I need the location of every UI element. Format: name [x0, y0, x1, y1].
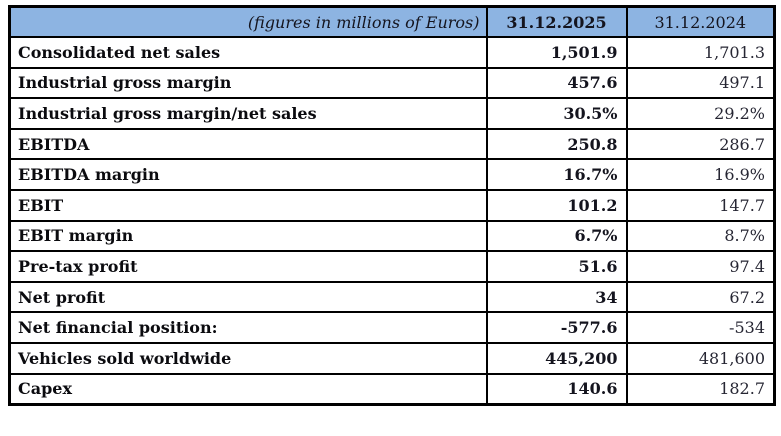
value-2024: 97.4: [627, 251, 775, 282]
value-2024: 182.7: [627, 374, 775, 405]
value-2024: 481,600: [627, 343, 775, 374]
row-label: EBITDA margin: [10, 159, 487, 190]
table-row: [10, 98, 775, 129]
table-row: [10, 68, 775, 99]
row-label: Net financial position:: [10, 312, 487, 343]
value-2025: 457.6: [487, 68, 627, 99]
value-2025: 101.2: [487, 190, 627, 221]
value-2024: 67.2: [627, 282, 775, 313]
value-2025: 30.5%: [487, 98, 627, 129]
table-row: [10, 312, 775, 343]
value-2025: 16.7%: [487, 159, 627, 190]
value-2025: 34: [487, 282, 627, 313]
value-2024: 29.2%: [627, 98, 775, 129]
table-body: [10, 37, 775, 404]
value-2024: 286.7: [627, 129, 775, 160]
row-label: EBIT: [10, 190, 487, 221]
table-row: [10, 343, 775, 374]
row-label: Industrial gross margin: [10, 68, 487, 99]
row-label: Consolidated net sales: [10, 37, 487, 68]
row-label: Net profit: [10, 282, 487, 313]
table-row: [10, 37, 775, 68]
value-2024: -534: [627, 312, 775, 343]
value-2024: 497.1: [627, 68, 775, 99]
value-2025: 445,200: [487, 343, 627, 374]
row-label: Capex: [10, 374, 487, 405]
row-label: EBIT margin: [10, 221, 487, 252]
value-2025: 1,501.9: [487, 37, 627, 68]
table-row: [10, 374, 775, 405]
value-2024: 16.9%: [627, 159, 775, 190]
value-2024: 147.7: [627, 190, 775, 221]
table-row: [10, 129, 775, 160]
table-row: [10, 251, 775, 282]
value-2024: 1,701.3: [627, 37, 775, 68]
value-2025: -577.6: [487, 312, 627, 343]
value-2025: 51.6: [487, 251, 627, 282]
row-label: Vehicles sold worldwide: [10, 343, 487, 374]
row-label: EBITDA: [10, 129, 487, 160]
column-header-2024: 31.12.2024: [627, 7, 775, 38]
row-label: Industrial gross margin/net sales: [10, 98, 487, 129]
value-2025: 250.8: [487, 129, 627, 160]
value-2025: 140.6: [487, 374, 627, 405]
table-row: [10, 159, 775, 190]
table-row: [10, 282, 775, 313]
column-header-2025: 31.12.2025: [487, 7, 627, 38]
financial-summary-table: [8, 5, 776, 406]
table-header-row: [10, 7, 775, 38]
row-label: Pre-tax profit: [10, 251, 487, 282]
table-caption: (figures in millions of Euros): [10, 7, 487, 38]
value-2025: 6.7%: [487, 221, 627, 252]
value-2024: 8.7%: [627, 221, 775, 252]
table-row: [10, 221, 775, 252]
table-row: [10, 190, 775, 221]
